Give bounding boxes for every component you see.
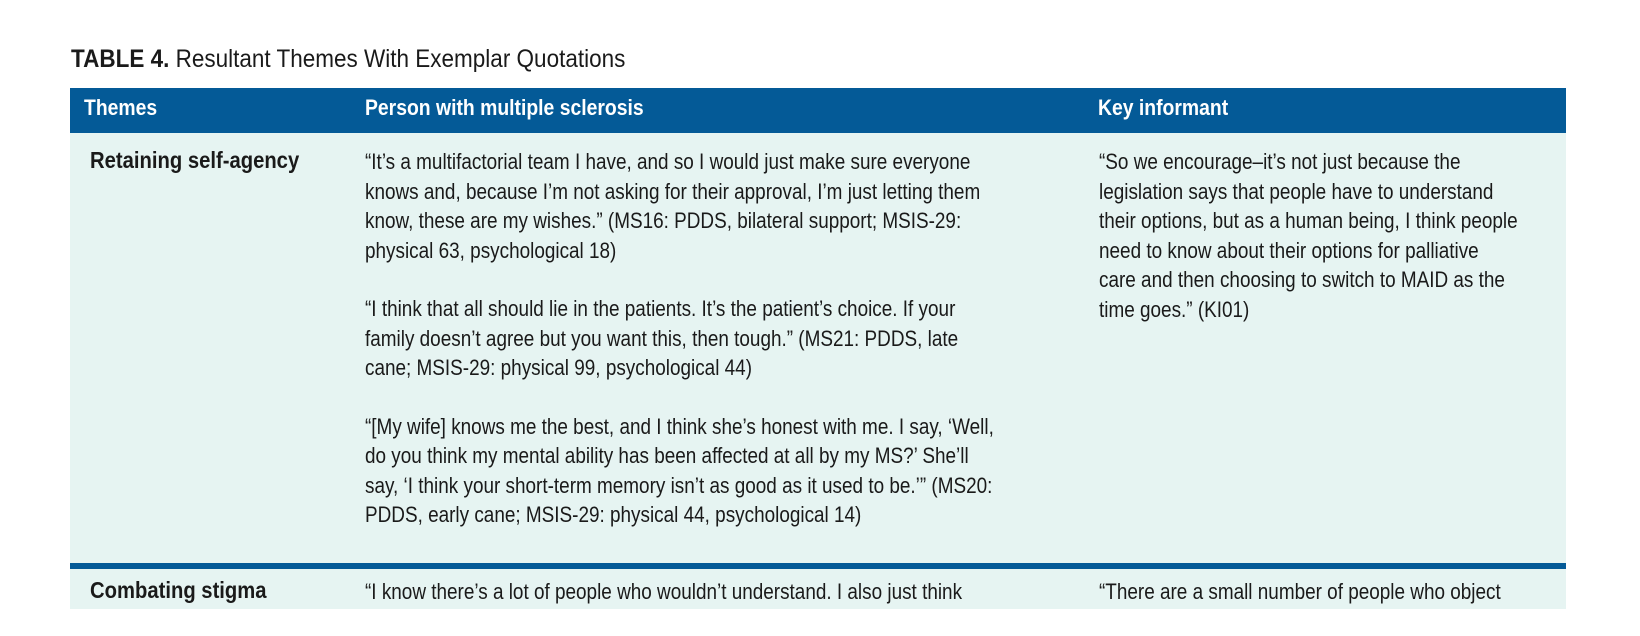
- header-person-ms: Person with multiple sclerosis: [365, 95, 644, 120]
- key-informant-quote: “So we encourage–it’s not just because the legislation says that people have to understand their options, but as a human being, I think people need to know about their options for palliative care and then choosing to switch to MAID as the time goes.” (KI01): [1099, 149, 1518, 322]
- header-key-informant: Key informant: [1098, 95, 1229, 120]
- table-header: [70, 88, 1566, 133]
- theme-name: Combating stigma: [90, 577, 267, 603]
- key-informant-quotes: [1099, 147, 1589, 353]
- table-number: TABLE 4.: [71, 45, 170, 73]
- table-row: [70, 569, 1566, 609]
- person-quotes: [365, 577, 1100, 636]
- key-informant-quotes: [1099, 577, 1589, 636]
- key-informant-quote: “There are a small number of people who object: [1099, 579, 1501, 604]
- table-title: Resultant Themes With Exemplar Quotations: [175, 45, 626, 73]
- person-quotes: [365, 147, 1100, 559]
- table-row: [70, 133, 1566, 563]
- person-quote: “I think that all should lie in the patients. It’s the patient’s choice. If your family doesn’t agree but you want this, then tough.” (MS21: PDDS, late cane; MSIS-29: physical 99, psychological 44): [365, 296, 959, 380]
- header-themes: Themes: [84, 95, 158, 120]
- themes-table: [70, 88, 1566, 609]
- table-caption: [71, 42, 625, 76]
- person-quote: “[My wife] knows me the best, and I think she’s honest with me. I say, ‘Well, do you think my mental ability has been affected at all by my MS?’ She’ll say, ‘I think your short-term memory isn’t as good as it used to be.’” (MS20: PDDS, early cane; MSIS-29: physical 44, psychological 14): [365, 413, 994, 527]
- person-quote: “I know there’s a lot of people who wouldn’t understand. I also just think: [365, 579, 963, 604]
- person-quote: “It’s a multifactorial team I have, and so I would just make sure everyone knows and, because I’m not asking for their approval, I’m just letting them know, these are my wishes.” (MS16: PDDS, bilateral support; MSIS-29: physical 63, psychological 18): [365, 149, 981, 263]
- theme-name: Retaining self-agency: [90, 147, 300, 173]
